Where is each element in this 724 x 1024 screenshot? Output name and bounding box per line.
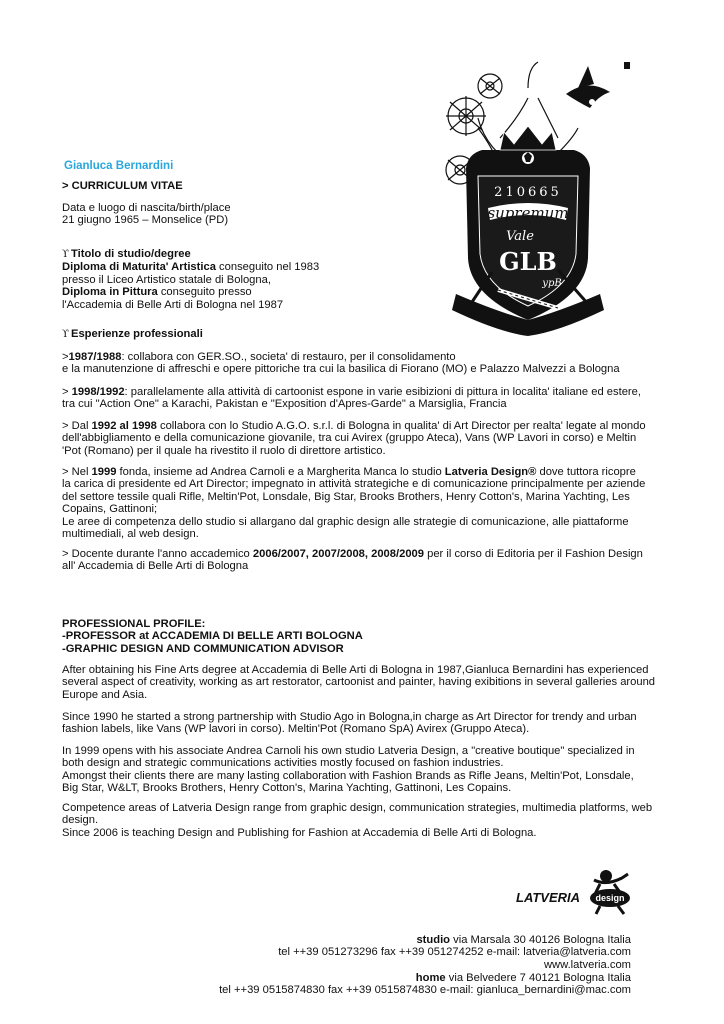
experience-entry-5 xyxy=(62,548,702,573)
profile-text-line: Amongst their clients there are many lasting collaboration with Fashion Brands as Rifle Jeans, Meltin'Pot, Lonsdale, xyxy=(62,769,634,782)
studio-website-link[interactable]: www.latveria.com xyxy=(543,958,631,971)
profile-text-line: fashion labels, like Vans (WP lavori in corso). Meltin'Pot (Romano SpA) Avirex (Gruppo Ateca). xyxy=(62,723,530,736)
profile-role-1: -PROFESSOR at ACCADEMIA DI BELLE ARTI BOLOGNA xyxy=(62,630,363,643)
entry-text: : collabora con GER.SO., societa' di restauro, per il consolidamento xyxy=(121,351,456,363)
entry-text: collabora con lo Studio A.G.O. s.r.l. di Bologna in qualita' di Art Director per realta' legate al mondo xyxy=(156,420,646,432)
experience-entry-1 xyxy=(62,351,702,376)
entry-prefix: > Docente durante l'anno accademico xyxy=(62,548,253,560)
education-section xyxy=(62,248,662,311)
profile-text-line: Big Star, W&LT, Brooks Brothers, Henry Cotton's, Marina Yachting, Gattinoni, Les Copains. xyxy=(62,782,512,795)
studio-label: studio xyxy=(416,934,451,946)
education-degree-1-detail: conseguito nel 1983 xyxy=(215,261,320,274)
seal-ypsilon: ypB xyxy=(542,278,562,289)
education-heading: Titolo di studio/degree xyxy=(71,248,191,260)
entry-year: 1998/1992 xyxy=(71,386,125,398)
studio-contacts: tel ++39 051273296 fax ++39 051274252 e-mail: latveria@latveria.com xyxy=(278,946,631,959)
home-contacts: tel ++39 0515874830 fax ++39 0515874830 e-mail: gianluca_bernardini@mac.com xyxy=(219,984,631,997)
entry-text-line: tra cui "Action One" a Karachi, Pakistan e "Exposition d'Apres-Garde" a Marsiglia, Francia xyxy=(62,398,507,411)
home-label: home xyxy=(415,972,446,984)
education-school-1: presso il Liceo Artistico statale di Bologna, xyxy=(62,273,271,286)
profile-text-line: In 1999 opens with his associate Andrea Carnoli his own studio Latveria Design, a "creative boutique" specialized in xyxy=(62,745,635,757)
birth-value: 21 giugno 1965 – Monselice (PD) xyxy=(62,214,229,227)
entry-prefix: > Dal xyxy=(62,420,92,432)
profile-text-line: Europe and Asia. xyxy=(62,688,148,701)
profile-text-line: Since 2006 is teaching Design and Publishing for Fashion at Accademia di Belle Arti di Bologna. xyxy=(62,826,537,839)
latveria-logo-art xyxy=(514,868,632,916)
studio-contact-block xyxy=(151,934,631,971)
home-contact-block xyxy=(151,972,631,997)
studio-name: Latveria Design® xyxy=(444,466,537,478)
profile-text-line: both design and strategic communications activities mostly focused on fashion industries. xyxy=(62,757,504,770)
profile-text-line: several aspect of creativity, working as art restorator, cartoonist and painter, having exibitions in several galleries around xyxy=(62,676,656,689)
entry-text: fonda, insieme ad Andrea Carnoli e a Margherita Manca lo studio xyxy=(116,466,445,478)
upsilon-bullet-icon: ϒ xyxy=(62,329,69,340)
corner-mark xyxy=(624,62,630,69)
entry-text: : parallelamente alla attività di cartoonist espone in varie esibizioni di pittura in localita' italiane ed estere, xyxy=(124,386,641,398)
profile-paragraph-4 xyxy=(62,802,702,839)
entry-year: 1987/1988 xyxy=(68,351,122,363)
seal-motto: supremum xyxy=(487,204,569,222)
profile-paragraph-2 xyxy=(62,711,702,736)
seal-number: 210665 xyxy=(494,185,562,200)
profile-paragraph-3 xyxy=(62,745,702,795)
entry-text-line: la carica di presidente ed Art Director; impegnato in attività strategiche e di comunicazione principalmente per aziende xyxy=(62,478,646,491)
education-school-2: l'Accademia di Belle Arti di Bologna nel 1987 xyxy=(62,298,284,311)
entry-text-line: Le aree di competenza dello studio si allargano dal graphic design alle strategie di comunicazione, alle piattaforme xyxy=(62,515,629,528)
profile-text-line: After obtaining his Fine Arts degree at Accademia di Belle Arti di Bologna in 1987,Gianluca Bernardini has experienced xyxy=(62,664,649,676)
education-degree-2-detail: conseguito presso xyxy=(157,286,252,299)
logo-design-word: design xyxy=(595,893,625,903)
entry-prefix: > Nel xyxy=(62,466,92,478)
education-degree-2: Diploma in Pittura xyxy=(62,286,158,299)
entry-year: 1999 xyxy=(91,466,117,478)
home-address: via Belvedere 7 40121 Bologna Italia xyxy=(445,972,631,984)
entry-text-line: dell'abbigliamento e della comunicazione giovanile, tra cui Avirex (gruppo Ateca), Vans (WP Lavori in corso) e Meltin xyxy=(62,432,637,445)
cv-title: > CURRICULUM VITAE xyxy=(62,180,183,192)
seal-vale: Vale xyxy=(506,229,534,244)
experience-heading-row xyxy=(62,328,662,341)
entry-text-line: all' Accademia di Belle Arti di Bologna xyxy=(62,560,249,573)
entry-year: 2006/2007, 2007/2008, 2008/2009 xyxy=(252,548,424,560)
entry-text-line: 'Pot (Romano) per il quale ha rivestito il ruolo di direttore artistico. xyxy=(62,444,386,457)
birth-label: Data e luogo di nascita/birth/place xyxy=(62,202,231,214)
profile-text-line: Since 1990 he started a strong partnership with Studio Ago in Bologna,in charge as Art Director for trendy and urban xyxy=(62,711,637,723)
profile-title: PROFESSIONAL PROFILE: xyxy=(62,618,206,630)
profile-text-line: design. xyxy=(62,814,99,827)
seal-initials: GLB xyxy=(499,247,557,276)
experience-heading: Esperienze professionali xyxy=(71,328,203,340)
experience-entry-3 xyxy=(62,420,702,457)
profile-role-2: -GRAPHIC DESIGN AND COMMUNICATION ADVISOR xyxy=(62,642,344,655)
person-name: Gianluca Bernardini xyxy=(64,160,174,172)
upsilon-bullet-icon: ϒ xyxy=(62,249,69,260)
entry-prefix: > xyxy=(62,351,69,363)
profile-paragraph-1 xyxy=(62,664,702,701)
entry-text-line: e la manutenzione di affreschi e opere pittoriche tra cui la basilica di Fiorano (MO) e Palazzo Malvezzi a Bologna xyxy=(62,363,620,376)
profile-heading xyxy=(62,618,662,655)
birth-section xyxy=(62,202,662,227)
entry-text-line: multimediali, al web design. xyxy=(62,528,199,541)
profile-text-line: Competence areas of Latveria Design range from graphic design, communication strategies, multimedia platforms, web xyxy=(62,802,653,814)
studio-address: via Marsala 30 40126 Bologna Italia xyxy=(450,934,631,946)
entry-text-line: del settore tessile quali Rifle, Meltin'Pot, Lonsdale, Big Star, Brooks Brothers, Henry Cotton's, Marina Yachting, Les xyxy=(62,490,630,503)
entry-year: 1992 al 1998 xyxy=(91,420,157,432)
latveria-logo xyxy=(514,868,632,916)
entry-text-line: Copains, Gattinoni; xyxy=(62,503,158,516)
entry-text: per il corso di Editoria per il Fashion Design xyxy=(424,548,643,560)
experience-entry-4 xyxy=(62,466,702,540)
education-degree-1: Diploma di Maturita' Artistica xyxy=(62,261,216,274)
logo-latveria-word: LATVERIA xyxy=(516,890,581,905)
entry-text: dove tuttora ricopre xyxy=(536,466,636,478)
entry-prefix: > xyxy=(62,386,72,398)
experience-entry-2 xyxy=(62,386,702,411)
